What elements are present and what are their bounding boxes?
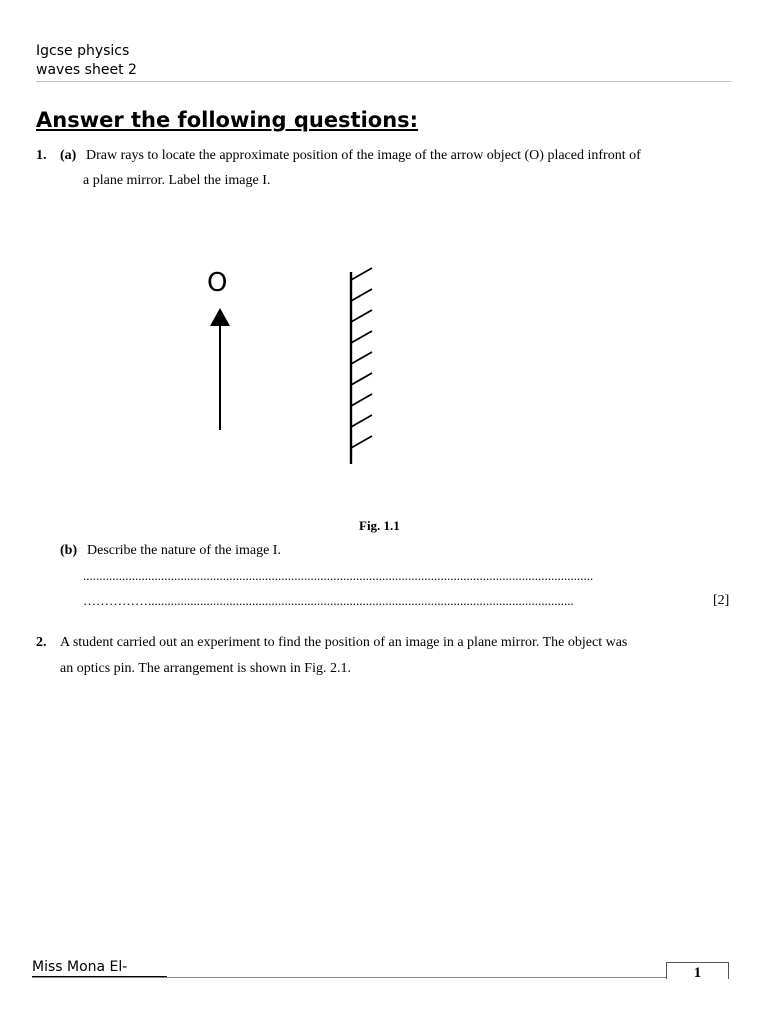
q2-text-line1: A student carried out an experiment to find the position of an image in a plane mirror. The object was [60, 635, 628, 650]
page-number: 1 [666, 962, 729, 979]
q1a-label: (a) [60, 148, 77, 163]
footer-author-underline [32, 976, 167, 977]
q1-number: 1. [36, 148, 47, 163]
figure-caption: Fig. 1.1 [359, 518, 400, 533]
answer-line-1: ............................................................................................................................................................. [83, 568, 594, 583]
q2-text-line2: an optics pin. The arrangement is shown in Fig. 2.1. [60, 661, 351, 676]
q1a-text-line2: a plane mirror. Label the image I. [83, 173, 271, 188]
q1a-text-line1: Draw rays to locate the approximate position of the image of the arrow object (O) placed infront of [86, 148, 641, 163]
header-sheet: waves sheet 2 [36, 62, 137, 78]
header-course: Igcse physics [36, 43, 130, 59]
arrow-object [210, 308, 230, 430]
plane-mirror [351, 268, 372, 464]
page-heading: Answer the following questions: [36, 108, 419, 132]
footer-divider [32, 977, 728, 978]
q1b-text: Describe the nature of the image I. [87, 543, 281, 558]
answer-line-2 [83, 593, 713, 609]
q2-number: 2. [36, 635, 47, 650]
footer-author: Miss Mona El- [32, 959, 128, 975]
header-divider [36, 81, 731, 82]
answer-line-2-prefix: …………… [83, 593, 148, 608]
q1b-label: (b) [60, 543, 78, 558]
answer-line-2-dots: ................................................................................................................................... [148, 593, 574, 608]
object-label-o: O [207, 268, 228, 298]
arrowhead-icon [210, 308, 230, 326]
marks-q1b: [2] [713, 593, 730, 608]
